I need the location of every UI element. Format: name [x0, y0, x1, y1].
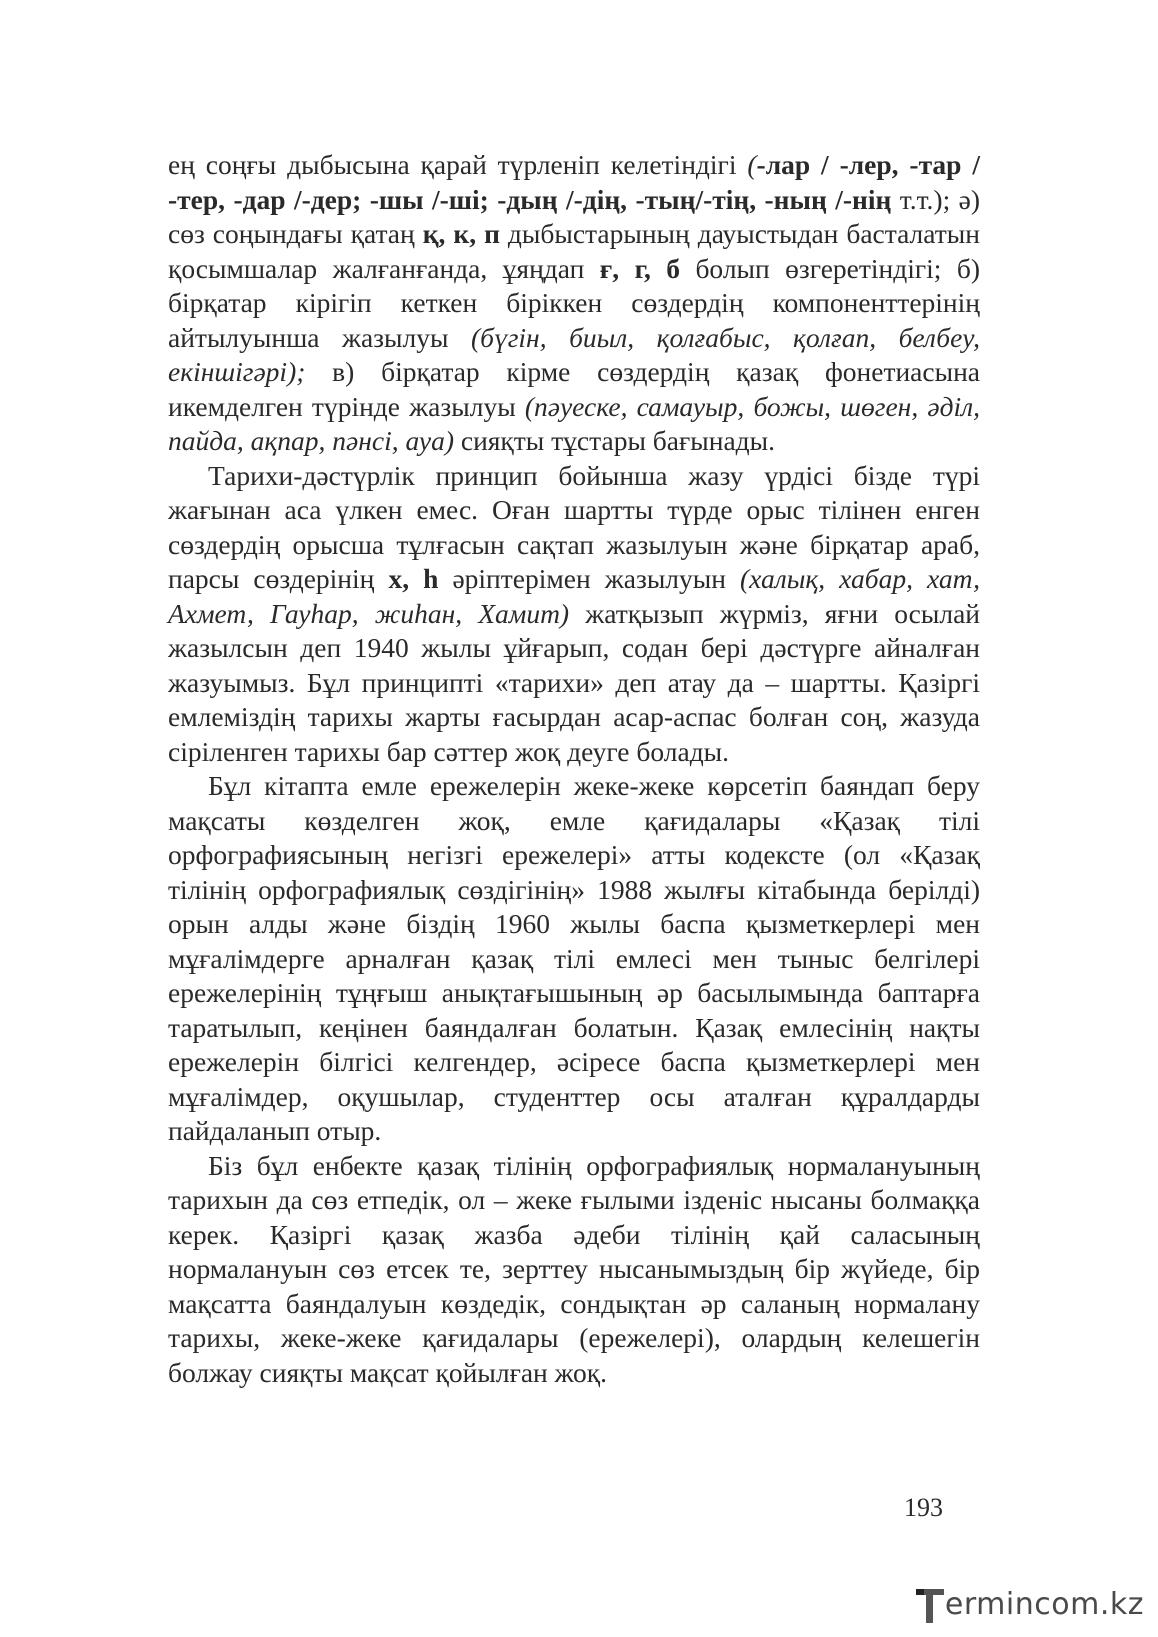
- text-run: сияқты тұстары бағынады.: [453, 425, 776, 456]
- text-run: әріптерімен жазылуын: [438, 563, 740, 594]
- paragraph-3: [168, 769, 980, 1149]
- italic-text: (: [747, 149, 757, 180]
- paragraph-2: [168, 459, 980, 770]
- watermark-logo: [916, 1583, 1144, 1627]
- text-run: Біз бұл енбекте қазақ тілінің орфографиялық нормалануының тарихын да сөз етпедік, ол – жеке ғылыми ізденіс нысаны болмаққа керек. Қазіргі қазақ жазба әдеби тілінің қай саласының нормалануын сөз етсек те, зерттеу нысанымыздың бір жүйеде, бір мақсатта баяндалуын көздедік, сондықтан әр саланың нормалану тарихы, жеке-жеке қағидалары (ережелері), олардың келешегін болжау сияқты мақсат қойылған жоқ.: [168, 1149, 980, 1388]
- text-run: т.т.); ә) сөз соңындағы қатаң: [168, 183, 980, 249]
- italic-text: (халық, хабар, хат, Ахмет, Гауһар, жиһан, Хамит): [168, 563, 981, 629]
- text-run: дыбыстарының дауыстыдан басталатын қосымшалар жалғанғанда, ұяңдап: [168, 218, 980, 284]
- italic-text: (пәуеске, самауыр, божы, шөген, әділ, пайда, ақпар, пәнсі, ауа): [168, 390, 980, 456]
- bold-text: ғ, г, б: [599, 252, 681, 284]
- text-run: в) бірқатар кірме сөздердің қазақ фонетиасына икемделген түрінде жазылуы: [168, 356, 980, 422]
- text-run: болып өзгеретіндігі; б) бірқатар кірігіп кеткен біріккен сөздердің компоненттерінің айтылуынша жазылуы: [168, 252, 980, 353]
- paragraph-4: [168, 1149, 980, 1391]
- text-run: Тарихи-дәстүрлік принцип бойынша жазу үрдісі бізде түрі жағынан аса үлкен емес. Оған шартты түрде орыс тілінен енген сөздердің орысша тұлғасын сақтап жазылуын және бірқатар араб, парсы сөздерінің: [168, 459, 980, 594]
- page-body: [168, 148, 980, 1390]
- paragraph-1: [168, 148, 980, 459]
- text-run: Бұл кітапта емле ережелерін жеке-жеке көрсетіп баяндап беру мақсаты көзделген жоқ, емле қағидалары «Қазақ тілі орфографиясының негізгі ережелері» атты кодексте (ол «Қазақ тілінің орфографиялық сөздігінің» 1988 жылғы кітабында берілді) орын алды және біздің 1960 жылы баспа қызметкерлері мен мұғалімдерге арналған қазақ тілі емлесі мен тыныс белгілері ережелерінің тұңғыш анықтағышының әр басылымында баптарға таратылып, кеңінен баяндалған болатын. Қазақ емлесінің нақты ережелерін білгісі келгендер, әсіресе баспа қызметкерлері мен мұғалімдер, оқушылар, студенттер осы аталған құралдарды пайдаланып отыр.: [168, 770, 980, 1146]
- bold-text: қ, к, п: [422, 218, 500, 249]
- watermark-text: ermincom.kz: [944, 1587, 1144, 1622]
- watermark-t-icon: [916, 1585, 944, 1625]
- italic-text: (бүгін, биыл, қолғабыс, қолғап, белбеу, екіншігәрі);: [168, 321, 980, 387]
- text-run: ең соңғы дыбысына қарай түрленіп келетіндігі: [168, 149, 748, 180]
- text-run: жатқызып жүрміз, яғни осылай жазылсын деп 1940 жылы ұйғарып, содан бері дәстүрге айналған жазуымыз. Бұл принципті «тарихи» деп атау да – шартты. Қазіргі емлеміздің тарихы жарты ғасырдан асар-аспас болған соң, жазуда сіріленген тарихы бар сәттер жоқ деуге болады.: [168, 597, 980, 767]
- page-number: 193: [904, 1493, 943, 1522]
- bold-text: х, һ: [388, 563, 439, 594]
- bold-text: -лар / -лер, -тар / -тер, -дар /-дер; -шы /-ші; -дың /-дің, -тың/-тің, -ның /-нің: [168, 149, 980, 215]
